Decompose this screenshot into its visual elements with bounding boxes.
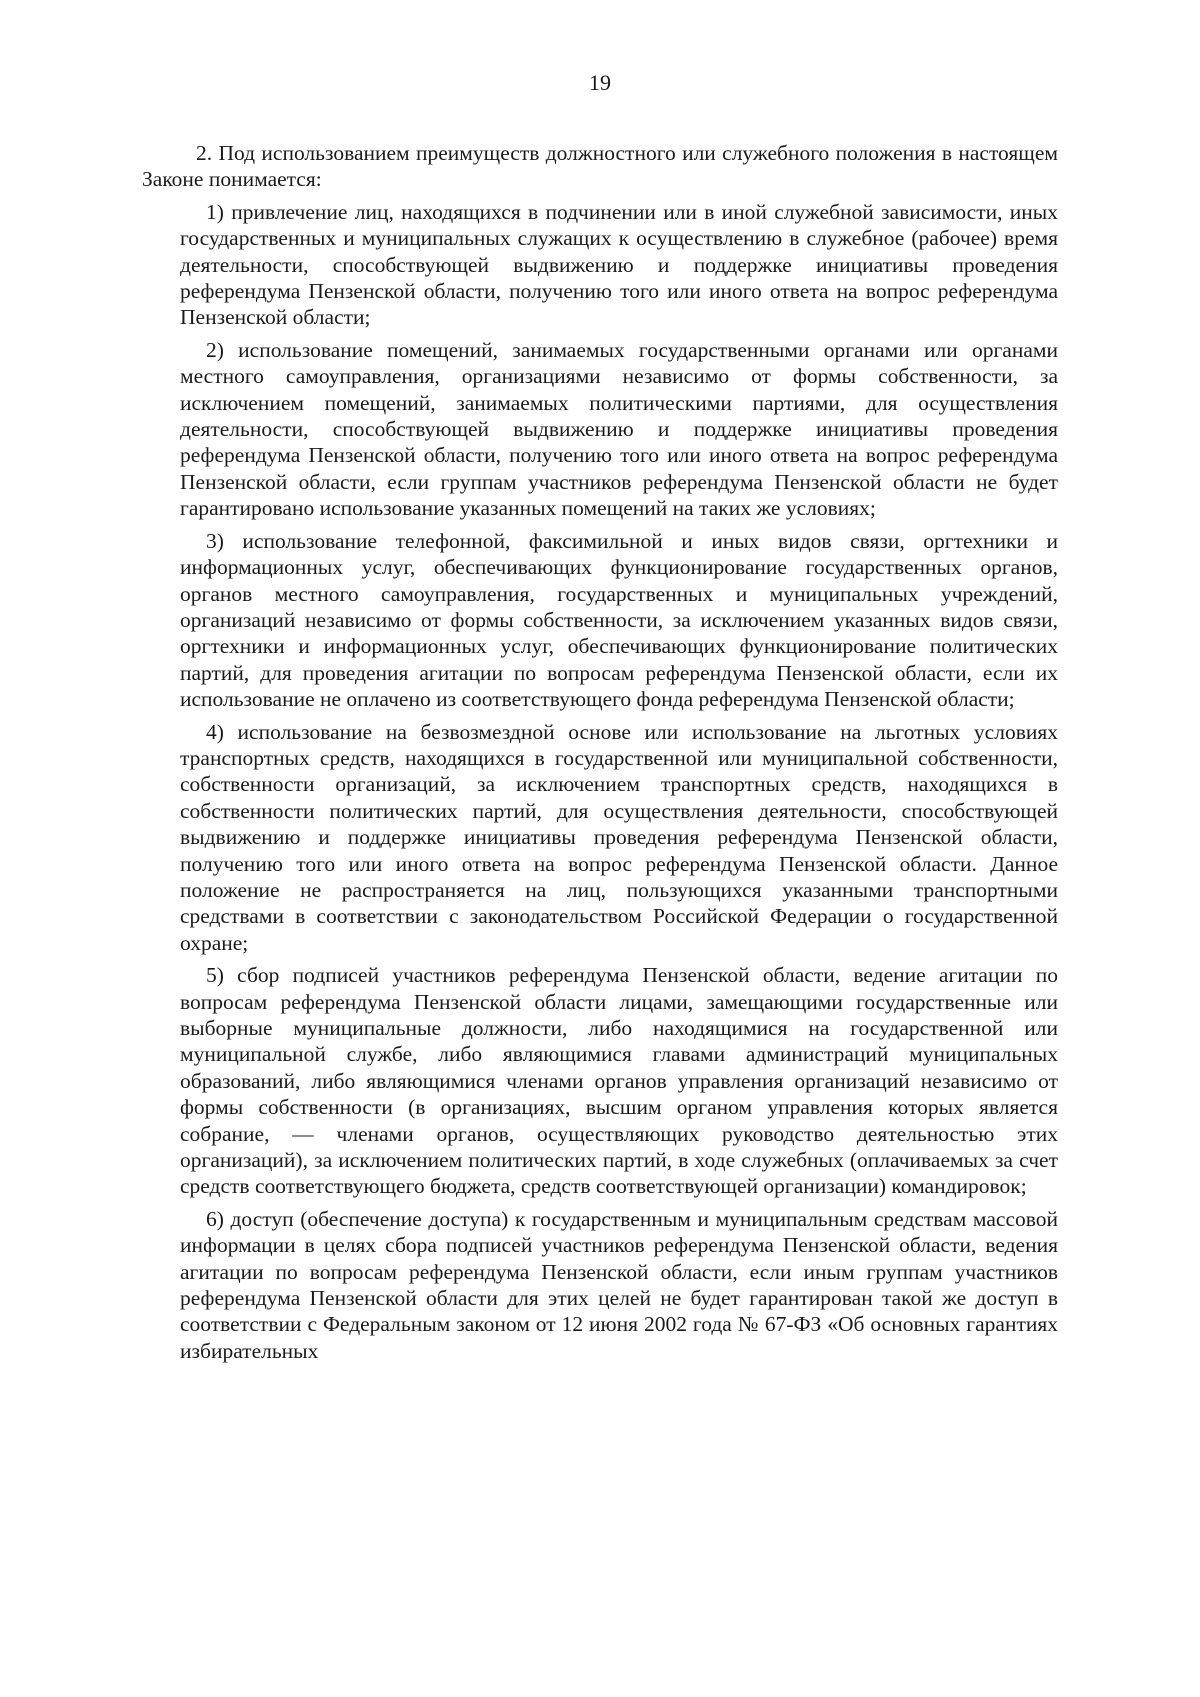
definition-list — [142, 199, 1058, 1364]
list-item: 6) доступ (обеспечение доступа) к государственным и муниципальным средствам массовой информации в целях сбора подписей участников референдума Пензенской области, ведения агитации по вопросам референдума Пензенской области, если иным группам участников референдума Пензенской области для этих целей не будет гарантирован такой же доступ в соответствии с Федеральным законом от 12 июня 2002 года № 67-ФЗ «Об основных гарантиях избирательных — [180, 1206, 1058, 1363]
list-item: 3) использование телефонной, факсимильной и иных видов связи, оргтехники и информационных услуг, обеспечивающих функционирование государственных органов, органов местного самоуправления, государственных и муниципальных учреждений, организаций независимо от формы собственности, за исключением указанных видов связи, оргтехники и информационных услуг, обеспечивающих функционирование политических партий, для проведения агитации по вопросам референдума Пензенской области, если их использование не оплачено из соответствующего фонда референдума Пензенской области; — [180, 528, 1058, 712]
document-body — [142, 140, 1058, 1370]
list-item: 5) сбор подписей участников референдума Пензенской области, ведение агитации по вопросам референдума Пензенской области лицами, замещающими государственные или выборные муниципальные должности, либо находящимися на государственной или муниципальной службе, либо являющимися главами администраций муниципальных образований, либо являющимися членами органов управления организаций независимо от формы собственности (в организациях, высшим органом управления которых является собрание, — членами органов, осуществляющих руководство деятельностью этих организаций), за исключением политических партий, в ходе служебных (оплачиваемых за счет средств соответствующего бюджета, средств соответствующей организации) командировок; — [180, 963, 1058, 1199]
section-intro: 2. Под использованием преимуществ должностного или служебного положения в настоящем Законе понимается: — [142, 141, 1058, 192]
list-item: 2) использование помещений, занимаемых государственными органами или органами местного самоуправления, организациями независимо от формы собственности, за исключением помещений, занимаемых политическими партиями, для осуществления деятельности, способствующей выдвижению и поддержке инициативы проведения референдума Пензенской области, получению того или иного ответа на вопрос референдума Пензенской области, если группам участников референдума Пензенской области не будет гарантировано использование указанных помещений на таких же условиях; — [180, 337, 1058, 521]
list-item: 4) использование на безвозмездной основе или использование на льготных условиях транспортных средств, находящихся в государственной или муниципальной собственности, собственности организаций, за исключением транспортных средств, находящихся в собственности политических партий, для осуществления деятельности, способствующей выдвижению и поддержке инициативы проведения референдума Пензенской области, получению того или иного ответа на вопрос референдума Пензенской области. Данное положение не распространяется на лиц, пользующихся указанными транспортными средствами в соответствии с законодательством Российской Федерации о государственной охране; — [180, 719, 1058, 955]
list-item: 1) привлечение лиц, находящихся в подчинении или в иной служебной зависимости, иных государственных и муниципальных служащих к осуществлению в служебное (рабочее) время деятельности, способствующей выдвижению и поддержке инициативы проведения референдума Пензенской области, получению того или иного ответа на вопрос референдума Пензенской области; — [180, 199, 1058, 330]
page-number: 19 — [589, 70, 611, 95]
